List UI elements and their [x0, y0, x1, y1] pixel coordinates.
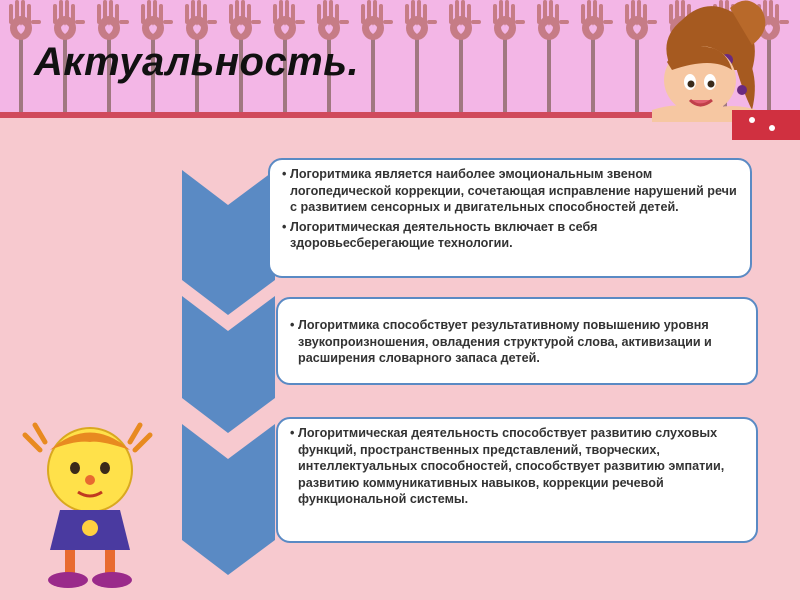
page-title: Актуальность. [34, 40, 360, 84]
chevron-1 [182, 170, 275, 315]
info-card-3 [276, 417, 758, 543]
chevron-2 [182, 296, 275, 433]
info-card-1 [268, 158, 752, 278]
info-card-2 [276, 297, 758, 385]
cartoon-girl-illustration [612, 0, 800, 140]
card-2-bullet-1: • Логоритмика способствует результативному повышению уровня звукопроизношения, овладения структурой слова, активизации и расширения словарного запаса детей. [290, 317, 746, 367]
cartoon-doll-illustration [20, 420, 160, 590]
chevron-3 [182, 424, 275, 575]
card-3-bullet-1: • Логоритмическая деятельность способствует развитию слуховых функций, пространственных представлений, творческих, интеллектуальных способностей, способствует развитию эмпатии, развитию коммуникативных навыков, коррекции речевой функциональной системы. [290, 425, 746, 508]
card-1-bullet-1: • Логоритмика является наиболее эмоциональным звеном логопедической коррекции, сочетающая исправление нарушений речи с развитием сенсорных и двигательных способностей детей. [282, 166, 740, 216]
card-1-bullet-2: • Логоритмическая деятельность включает в себя здоровьесберегающие технологии. [282, 219, 740, 252]
